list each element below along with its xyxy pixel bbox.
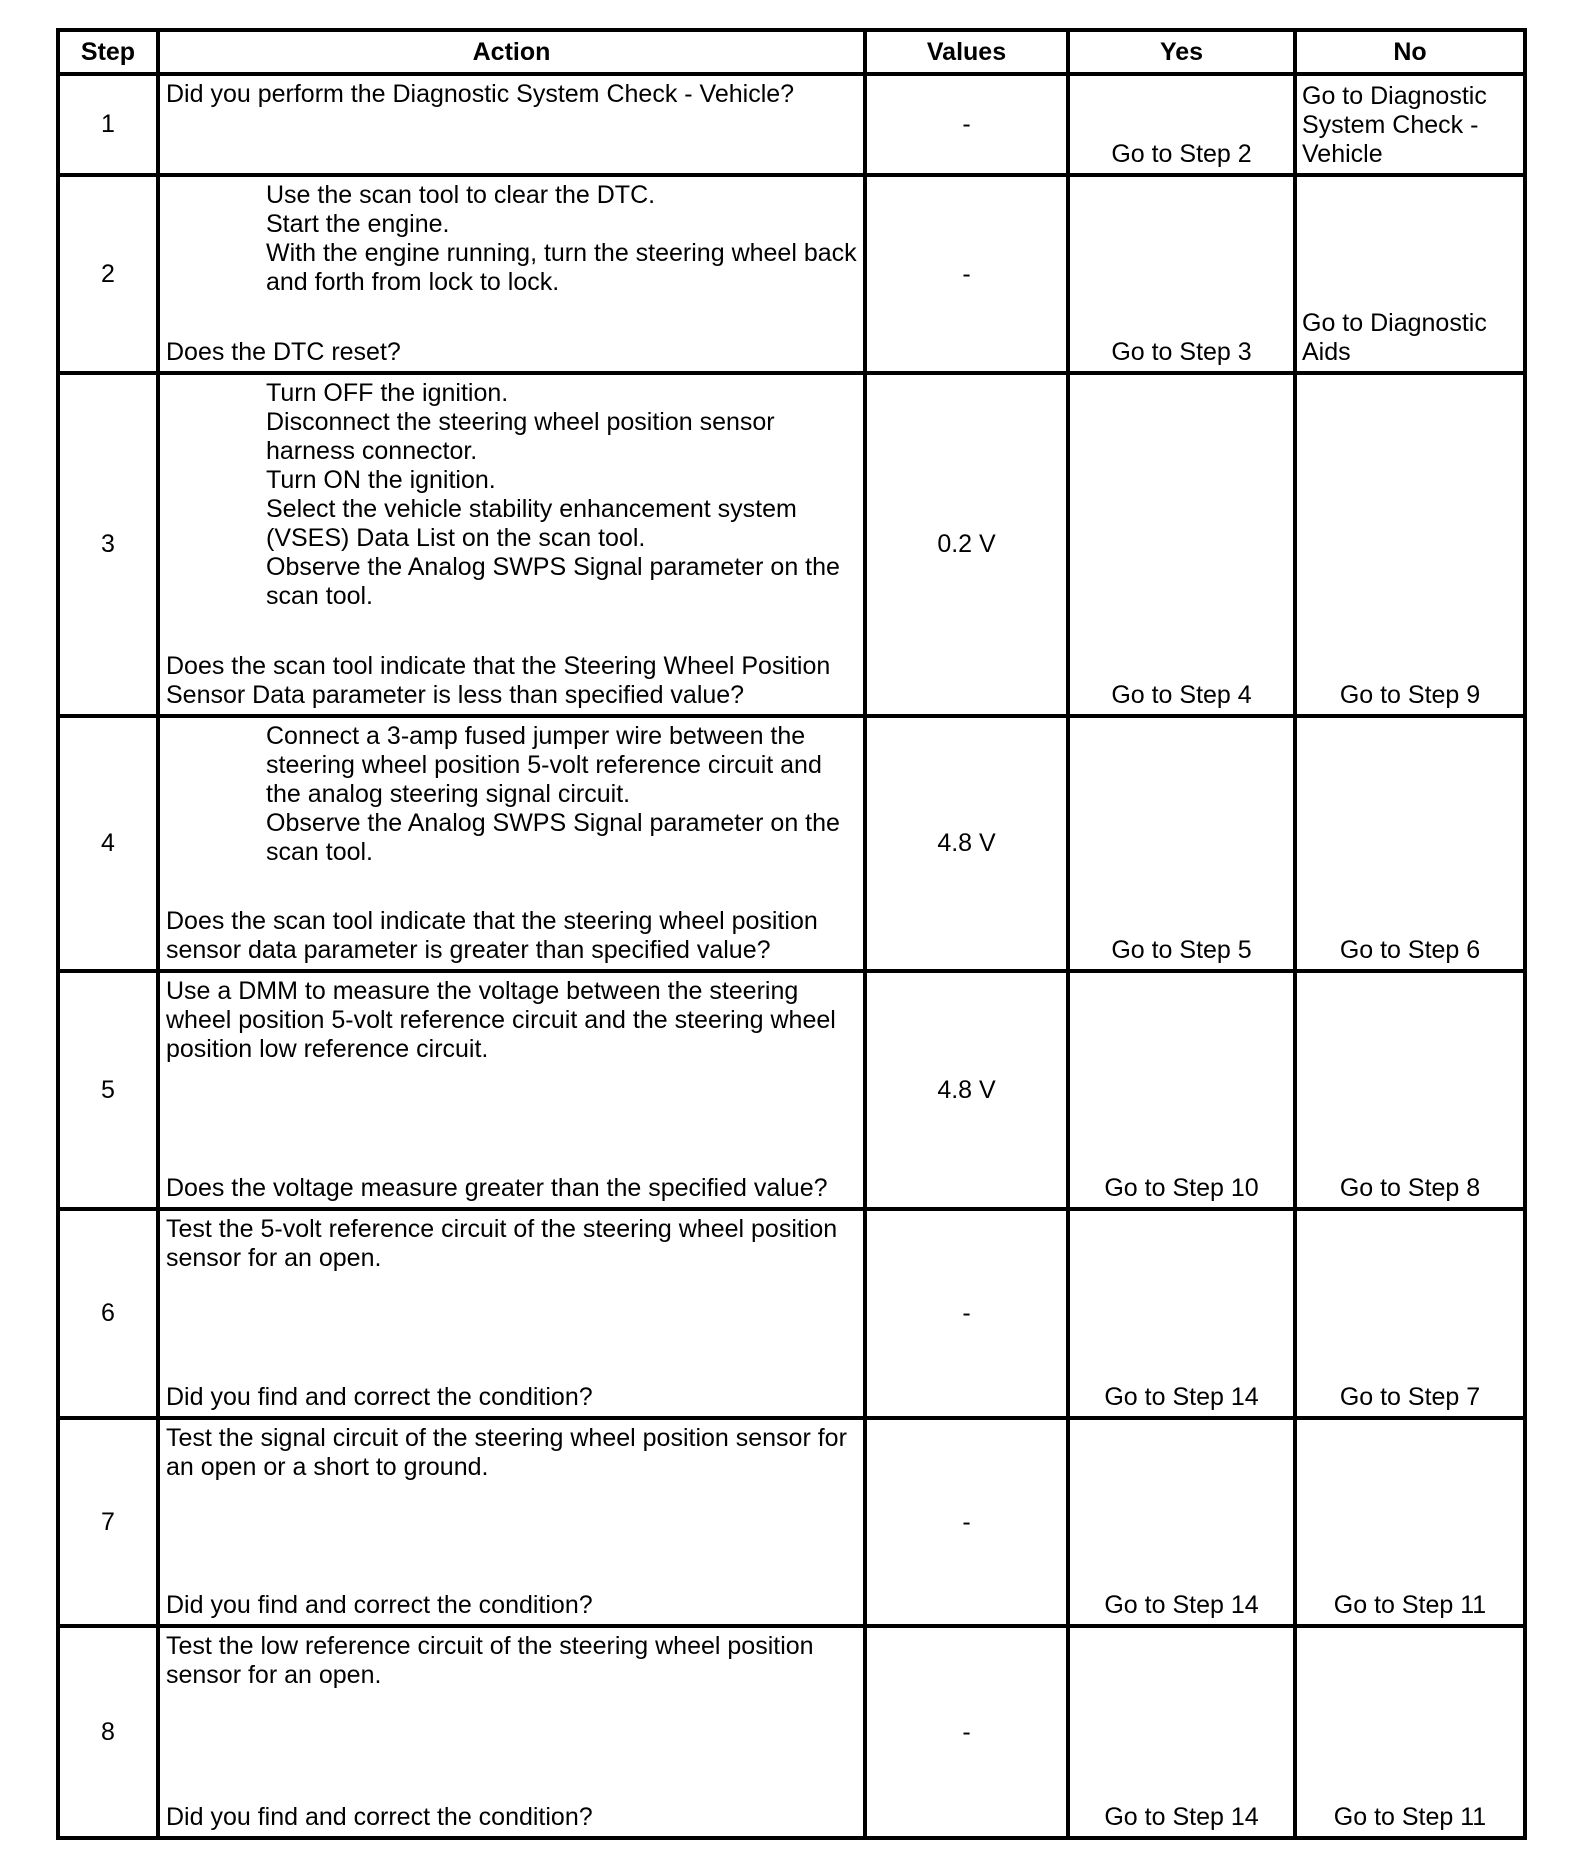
action-intro: Test the low reference circuit of the steering wheel position sensor for an open. — [166, 1632, 814, 1689]
action-step-list — [166, 181, 857, 297]
action-instructions — [166, 181, 857, 297]
action-intro: Use a DMM to measure the voltage between the steering wheel position 5-volt reference circuit and the steering wheel position low reference circuit. — [166, 977, 836, 1063]
action-instructions — [166, 1424, 857, 1482]
table-row — [58, 1626, 1525, 1838]
action-step-item: Select the vehicle stability enhancement system (VSES) Data List on the scan tool. — [266, 495, 797, 552]
action-step-list — [166, 379, 857, 611]
value-cell: 0.2 V — [865, 373, 1068, 716]
header-no: No — [1295, 30, 1525, 74]
step-number: 7 — [58, 1418, 158, 1626]
yes-cell: Go to Step 10 — [1068, 971, 1295, 1209]
action-cell — [158, 175, 865, 373]
action-cell — [158, 716, 865, 971]
no-cell — [1295, 1209, 1525, 1418]
header-row — [58, 30, 1525, 74]
action-instructions — [166, 1632, 857, 1690]
value-cell: - — [865, 1209, 1068, 1418]
action-question: Did you find and correct the condition? — [166, 1383, 593, 1411]
value-cell: - — [865, 1626, 1068, 1838]
action-question: Does the DTC reset? — [166, 338, 401, 366]
no-line: Aids — [1302, 338, 1351, 366]
yes-cell: Go to Step 4 — [1068, 373, 1295, 716]
table-row — [58, 373, 1525, 716]
header-yes: Yes — [1068, 30, 1295, 74]
action-content — [160, 177, 863, 371]
action-step-item: Disconnect the steering wheel position sensor harness connector. — [266, 408, 775, 465]
action-cell — [158, 1209, 865, 1418]
action-question: Does the scan tool indicate that the steering wheel position sensor data parameter is greater than specified value? — [166, 907, 818, 964]
table-row — [58, 971, 1525, 1209]
table-header — [58, 30, 1525, 74]
yes-cell: Go to Step 14 — [1068, 1626, 1295, 1838]
no-line: Go to Step 11 — [1333, 1803, 1487, 1831]
action-cell — [158, 74, 865, 175]
yes-cell: Go to Step 2 — [1068, 74, 1295, 175]
header-action: Action — [158, 30, 865, 74]
step-number: 4 — [58, 716, 158, 971]
header-step: Step — [58, 30, 158, 74]
table-row — [58, 716, 1525, 971]
action-intro: Test the 5-volt reference circuit of the steering wheel position sensor for an open. — [166, 1215, 838, 1272]
action-content — [160, 76, 863, 172]
step-number: 2 — [58, 175, 158, 373]
diagnostic-table — [56, 28, 1527, 1840]
action-instructions — [166, 1215, 857, 1273]
no-line: Go to Diagnostic — [1302, 309, 1487, 337]
action-step-item: With the engine running, turn the steering wheel back and forth from lock to lock. — [266, 239, 857, 296]
no-cell — [1295, 175, 1525, 373]
action-content — [160, 375, 863, 714]
no-cell — [1295, 716, 1525, 971]
yes-cell: Go to Step 14 — [1068, 1418, 1295, 1626]
header-values: Values — [865, 30, 1068, 74]
action-content — [160, 1628, 863, 1836]
no-line: Go to Step 8 — [1339, 1174, 1481, 1202]
no-cell — [1295, 1418, 1525, 1626]
no-line: System Check - — [1302, 111, 1479, 139]
no-line: Go to Step 9 — [1339, 681, 1481, 709]
action-step-item: Use the scan tool to clear the DTC. — [266, 181, 656, 209]
action-intro: Did you perform the Diagnostic System Check - Vehicle? — [166, 80, 795, 108]
action-instructions — [166, 722, 857, 867]
action-cell — [158, 971, 865, 1209]
step-number: 5 — [58, 971, 158, 1209]
action-step-list — [166, 722, 857, 867]
yes-cell: Go to Step 3 — [1068, 175, 1295, 373]
step-number: 3 — [58, 373, 158, 716]
step-number: 8 — [58, 1626, 158, 1838]
yes-cell: Go to Step 5 — [1068, 716, 1295, 971]
table-row — [58, 1418, 1525, 1626]
action-cell — [158, 1626, 865, 1838]
value-cell: - — [865, 1418, 1068, 1626]
action-question: Does the voltage measure greater than the specified value? — [166, 1174, 828, 1202]
action-step-item: Turn ON the ignition. — [266, 466, 496, 494]
value-cell: 4.8 V — [865, 716, 1068, 971]
action-content — [160, 718, 863, 969]
action-instructions — [166, 977, 857, 1064]
action-cell — [158, 1418, 865, 1626]
no-cell — [1295, 1626, 1525, 1838]
no-cell — [1295, 971, 1525, 1209]
no-line: Vehicle — [1302, 140, 1383, 168]
action-step-item: Connect a 3-amp fused jumper wire between the steering wheel position 5-volt reference circuit and the analog steering signal circuit. — [266, 722, 822, 808]
no-line: Go to Diagnostic — [1302, 82, 1487, 110]
step-number: 6 — [58, 1209, 158, 1418]
table-body — [58, 74, 1525, 1838]
value-cell: 4.8 V — [865, 971, 1068, 1209]
table-row — [58, 175, 1525, 373]
action-step-item: Start the engine. — [266, 210, 450, 238]
action-content — [160, 1420, 863, 1624]
value-cell: - — [865, 74, 1068, 175]
action-cell — [158, 373, 865, 716]
no-line: Go to Step 7 — [1339, 1383, 1481, 1411]
action-content — [160, 973, 863, 1207]
action-intro: Test the signal circuit of the steering wheel position sensor for an open or a short to ground. — [166, 1424, 847, 1481]
action-question: Did you find and correct the condition? — [166, 1591, 593, 1619]
step-number: 1 — [58, 74, 158, 175]
action-step-item: Turn OFF the ignition. — [266, 379, 509, 407]
action-instructions — [166, 379, 857, 611]
table-row — [58, 1209, 1525, 1418]
action-step-item: Observe the Analog SWPS Signal parameter on the scan tool. — [266, 553, 840, 610]
no-cell — [1295, 373, 1525, 716]
no-line: Go to Step 6 — [1339, 936, 1481, 964]
action-question: Does the scan tool indicate that the Steering Wheel Position Sensor Data parameter is less than specified value? — [166, 652, 831, 709]
no-cell — [1295, 74, 1525, 175]
table-row — [58, 74, 1525, 175]
action-content — [160, 1211, 863, 1416]
action-instructions — [166, 80, 857, 109]
action-step-item: Observe the Analog SWPS Signal parameter on the scan tool. — [266, 809, 840, 866]
value-cell: - — [865, 175, 1068, 373]
action-question: Did you find and correct the condition? — [166, 1803, 593, 1831]
yes-cell: Go to Step 14 — [1068, 1209, 1295, 1418]
no-line: Go to Step 11 — [1333, 1591, 1487, 1619]
